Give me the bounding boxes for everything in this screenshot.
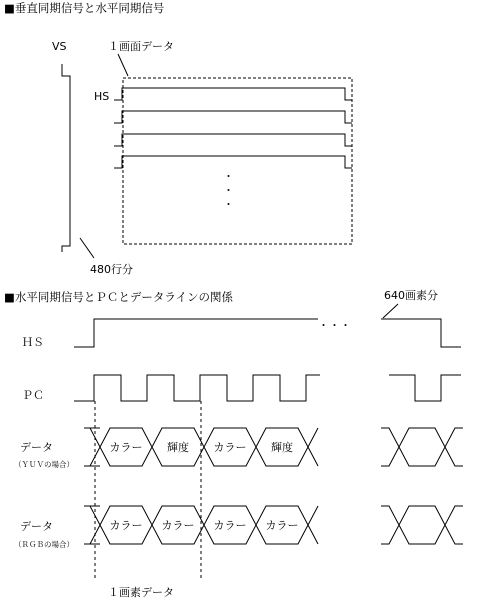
yuv-cell: カラー <box>109 441 143 454</box>
pixels-pointer <box>383 304 398 318</box>
yuv-cell: 輝度 <box>271 441 293 454</box>
yuv-cell: カラー <box>213 441 247 454</box>
yuv-bus-end <box>381 428 463 466</box>
hs-pulse <box>114 156 352 168</box>
gap-dots: ・・・ <box>318 319 351 332</box>
hsync-pc-data-diagram <box>4 288 463 599</box>
lines-label: 480行分 <box>90 263 133 276</box>
hs-label: HS <box>94 90 110 103</box>
hs-pulses <box>114 88 352 168</box>
row-hs-waveform <box>74 319 318 347</box>
row-rgb-label: データ <box>20 520 53 533</box>
row-pc-waveform-end <box>389 375 461 401</box>
rgb-bus-end <box>381 506 463 544</box>
section1-title: ■垂直同期信号と水平同期信号 <box>4 1 165 15</box>
row-yuv-label: データ <box>20 441 53 454</box>
rgb-cell: カラー <box>109 519 143 532</box>
hs-pulse <box>114 88 352 100</box>
ellipsis-dot: ・ <box>223 170 234 183</box>
row-pc-waveform <box>74 375 320 401</box>
vsync-hsync-diagram <box>4 1 352 276</box>
row-rgb-sublabel: （ＲＧＢの場合） <box>14 540 74 549</box>
vs-label: VS <box>52 40 67 53</box>
row-yuv-sublabel: （ＹＵＶの場合） <box>14 460 74 469</box>
row-hs-label: ＨＳ <box>22 336 44 349</box>
vs-waveform <box>62 64 70 252</box>
frame-label: １画面データ <box>108 40 174 53</box>
yuv-cell: 輝度 <box>167 441 189 454</box>
section2-title: ■水平同期信号とＰＣとデータラインの関係 <box>4 290 234 304</box>
frame-box <box>123 78 352 244</box>
pixels-label: 640画素分 <box>384 289 438 302</box>
lines-pointer <box>80 238 94 258</box>
rgb-cell: カラー <box>161 519 195 532</box>
rgb-cell: カラー <box>213 519 247 532</box>
row-hs-waveform-end <box>381 319 461 347</box>
hs-pulse <box>114 111 352 123</box>
row-pc-label: ＰＣ <box>22 389 44 402</box>
rgb-cell: カラー <box>265 519 299 532</box>
pixel-data-label: １画素データ <box>108 586 174 599</box>
ellipsis-dot: ・ <box>223 184 234 197</box>
ellipsis-dot: ・ <box>223 198 234 211</box>
hs-pulse <box>114 134 352 146</box>
frame-pointer <box>118 54 128 76</box>
